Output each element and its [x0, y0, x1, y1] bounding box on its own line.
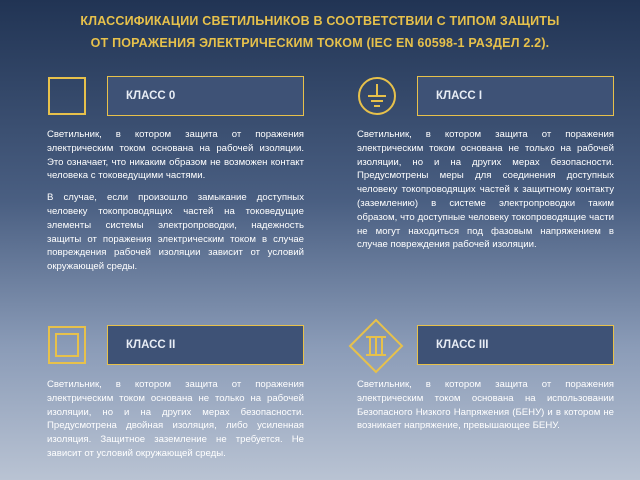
- title-line-2: ОТ ПОРАЖЕНИЯ ЭЛЕКТРИЧЕСКИМ ТОКОМ (IEC EN 60598-1 РАЗДЕЛ 2.2).: [90, 36, 550, 50]
- class-2-label: КЛАСС II: [107, 325, 304, 365]
- class-2-description: [47, 378, 304, 469]
- class-3-label: КЛАСС III: [417, 325, 614, 365]
- class-0-label: КЛАСС 0: [107, 76, 304, 116]
- class-2-paragraph-1: Светильник, в котором защита от поражения электрическим током основана не только на рабочей изоляции, но и на других мерах безопасности. Предусмотрена двойная изоляция, либо усиленная изоляция. Защитное заземление не требуется. Не зависит от условий окружающей среды.: [47, 379, 304, 459]
- square-icon: [47, 76, 87, 116]
- double-square-icon: [47, 325, 87, 365]
- diamond-iii-icon: [348, 318, 404, 374]
- class-1-label: КЛАСС I: [417, 76, 614, 116]
- class-0-paragraph-2: В случае, если произошло замыкание доступных человеку токопроводящих частей на токоведущие элементы системы электропроводки, надежность защиты от поражения электрическим током в случае повреждения рабочей изоляции зависит от условий окружающей среды.: [47, 192, 304, 273]
- class-3-description: [357, 378, 614, 441]
- class-0-paragraph-1: Светильник, в котором защита от поражения электрическим током основана на рабочей изоляции. Это означает, что никаким образом не возможен контакт человека с токоведущими частями.: [47, 129, 304, 182]
- page-title: [0, 10, 640, 54]
- class-3-paragraph-1: Светильник, в котором защита от поражения электрическим током основана на использовании Безопасного Низкого Напряжения (БЕНУ) и в котором не возникает напряжение, превышающее БЕНУ.: [357, 379, 614, 432]
- class-0-description: [47, 128, 304, 282]
- class-1-description: [357, 128, 614, 260]
- ground-icon: [357, 76, 397, 116]
- title-line-1: КЛАССИФИКАЦИИ СВЕТИЛЬНИКОВ В СООТВЕТСТВИИ С ТИПОМ ЗАЩИТЫ: [80, 14, 560, 28]
- class-1-paragraph-1: Светильник, в котором защита от поражения электрическим током основана не только на рабочей изоляции, но и на других мерах безопасности. Предусмотрены меры для соединения доступных человеку токопроводящих частей к защитному контакту (заземлению) в системе электропроводки таким образом, что доступные человеку токопроводящие части не могут находиться под фазовым напряжением в случае повреждения рабочей изоляции.: [357, 129, 614, 251]
